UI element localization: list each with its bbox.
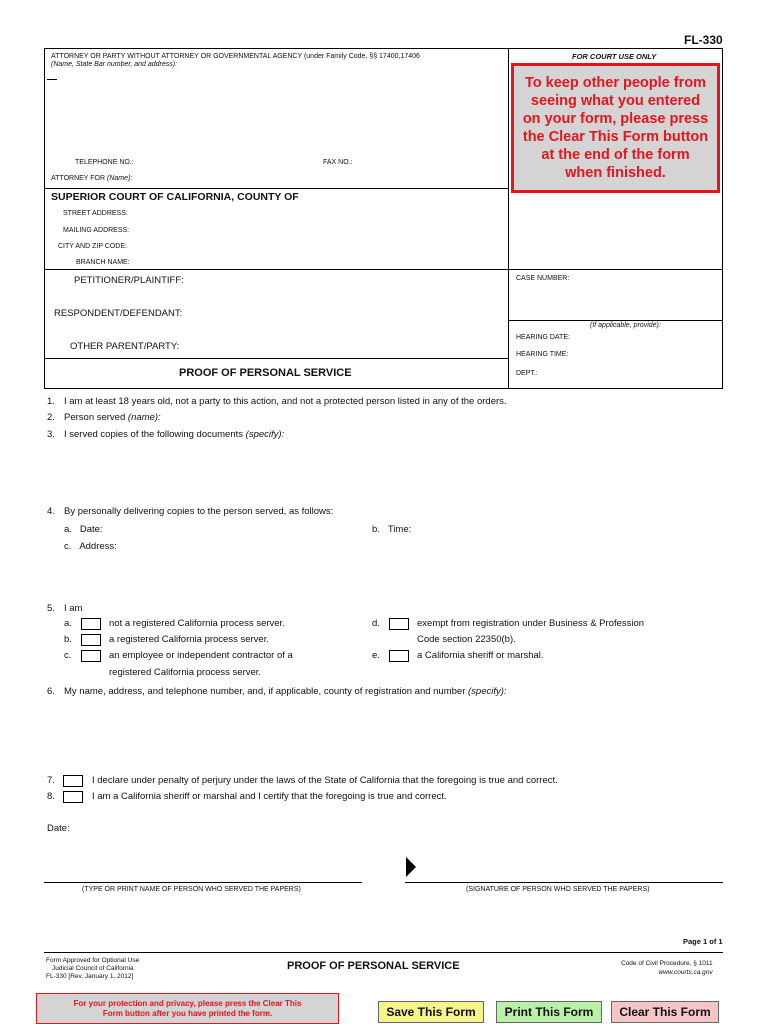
checkbox-5d[interactable] — [389, 618, 409, 630]
code-reference: Code of Civil Procedure, § 1011 www.courts.ca.gov — [621, 960, 713, 976]
item-7-text: I declare under penalty of perjury under the laws of the State of California that the foregoing is true and correct. — [92, 775, 558, 786]
petitioner-label: PETITIONER/PLAINTIFF: — [74, 275, 184, 286]
attorney-input[interactable] — [50, 70, 502, 158]
item-5-num: 5. — [47, 603, 55, 614]
item-2-text: Person served (name): — [64, 412, 161, 423]
attorney-for-input[interactable] — [140, 172, 500, 184]
hearing-time-label: HEARING TIME: — [516, 351, 569, 358]
checkbox-5b[interactable] — [81, 634, 101, 646]
attorney-sub: (Name, State Bar number, and address): — [51, 61, 178, 68]
item-5d-letter: d. — [372, 618, 380, 629]
telephone-input[interactable] — [142, 156, 312, 168]
item-5-text: I am — [64, 603, 83, 614]
item-3-num: 3. — [47, 429, 55, 440]
item-5d-text2: Code section 22350(b). — [417, 634, 516, 645]
checkbox-5a[interactable] — [81, 618, 101, 630]
item-4-num: 4. — [47, 506, 55, 517]
signature-line — [405, 882, 723, 883]
hearing-date-label: HEARING DATE: — [516, 334, 570, 341]
item-5e-letter: e. — [372, 650, 380, 661]
item-5e-text: a California sheriff or marshal. — [417, 650, 544, 661]
footer-title: PROOF OF PERSONAL SERVICE — [287, 960, 460, 972]
other-parent-label: OTHER PARENT/PARTY: — [70, 341, 180, 352]
case-number-input[interactable] — [514, 288, 719, 316]
street-address-label: STREET ADDRESS: — [63, 210, 128, 217]
item-1-text: I am at least 18 years old, not a party to this action, and not a protected person listed in any of the orders. — [64, 396, 507, 407]
checkbox-7[interactable] — [63, 775, 83, 787]
rule-case — [508, 320, 723, 321]
item-5d-text1: exempt from registration under Business & Profession — [417, 618, 645, 629]
item-4-text: By personally delivering copies to the person served, as follows: — [64, 506, 334, 517]
protection-notice: For your protection and privacy, please press the Clear This Form button after you have printed the form. — [36, 993, 339, 1024]
item-3-text: I served copies of the following documents (specify): — [64, 429, 285, 440]
item-7-num: 7. — [47, 775, 55, 786]
respondent-label: RESPONDENT/DEFENDANT: — [54, 308, 183, 319]
item-4c: c. Address: — [64, 541, 117, 552]
court-use-label: FOR COURT USE ONLY — [572, 52, 657, 61]
fax-label: FAX NO.: — [323, 159, 353, 166]
item-4b: b. Time: — [372, 524, 412, 535]
item-6-text: My name, address, and telephone number, and, if applicable, county of registration and number (specify): — [64, 686, 507, 697]
item-6-num: 6. — [47, 686, 55, 697]
form-title: PROOF OF PERSONAL SERVICE — [179, 367, 352, 379]
item-1-num: 1. — [47, 396, 55, 407]
attorney-for-label: ATTORNEY FOR (Name): — [51, 175, 133, 182]
rule-title — [44, 358, 509, 359]
signature-arrow-icon — [406, 857, 416, 877]
item-8-num: 8. — [47, 791, 55, 802]
rule-parties — [44, 269, 723, 270]
item-4a: a. Date: — [64, 524, 103, 535]
city-zip-label: CITY AND ZIP CODE: — [58, 243, 127, 250]
item-8-text: I am a California sheriff or marshal and I certify that the foregoing is true and correct. — [92, 791, 447, 802]
date-label: Date: — [47, 823, 70, 834]
signature-caption: (SIGNATURE OF PERSON WHO SERVED THE PAPERS) — [466, 886, 650, 893]
print-form-button[interactable]: Print This Form — [496, 1001, 602, 1023]
item-5c-letter: c. — [64, 650, 72, 661]
save-form-button[interactable]: Save This Form — [378, 1001, 484, 1023]
item-5c-text1: an employee or independent contractor of a — [109, 650, 293, 661]
if-applicable-label: (If applicable, provide): — [590, 322, 661, 329]
item-2-num: 2. — [47, 412, 55, 423]
name-line — [44, 882, 362, 883]
server-name-input[interactable] — [44, 862, 362, 882]
mailing-address-label: MAILING ADDRESS: — [63, 227, 130, 234]
rule-court — [44, 188, 509, 189]
clear-form-button[interactable]: Clear This Form — [611, 1001, 719, 1023]
fax-input[interactable] — [360, 156, 500, 168]
form-number: FL-330 — [684, 33, 723, 47]
telephone-label: TELEPHONE NO.: — [75, 159, 134, 166]
name-caption: (TYPE OR PRINT NAME OF PERSON WHO SERVED THE PAPERS) — [82, 886, 301, 893]
footer-rule — [44, 952, 723, 953]
dept-label: DEPT.: — [516, 370, 538, 377]
approval-block: Form Approved for Optional Use Judicial Council of California FL-330 [Rev. January 1, 2012] — [46, 957, 140, 980]
item-5b-text: a registered California process server. — [109, 634, 269, 645]
item-5b-letter: b. — [64, 634, 72, 645]
caption-divider — [508, 48, 509, 389]
checkbox-8[interactable] — [63, 791, 83, 803]
attorney-label: ATTORNEY OR PARTY WITHOUT ATTORNEY OR GOVERNMENTAL AGENCY (under Family Code, §§ 17400,17406 — [51, 53, 420, 60]
item-5a-text: not a registered California process server. — [109, 618, 285, 629]
case-number-label: CASE NUMBER: — [516, 275, 570, 282]
court-name: SUPERIOR COURT OF CALIFORNIA, COUNTY OF — [51, 191, 299, 203]
branch-name-label: BRANCH NAME: — [76, 259, 130, 266]
checkbox-5c[interactable] — [81, 650, 101, 662]
item-5a-letter: a. — [64, 618, 72, 629]
privacy-notice: To keep other people from seeing what you entered on your form, please press the Clear This Form button at the end of the form when finished. — [511, 63, 720, 193]
item-5c-text2: registered California process server. — [109, 667, 262, 678]
checkbox-5e[interactable] — [389, 650, 409, 662]
page-number: Page 1 of 1 — [683, 937, 723, 946]
